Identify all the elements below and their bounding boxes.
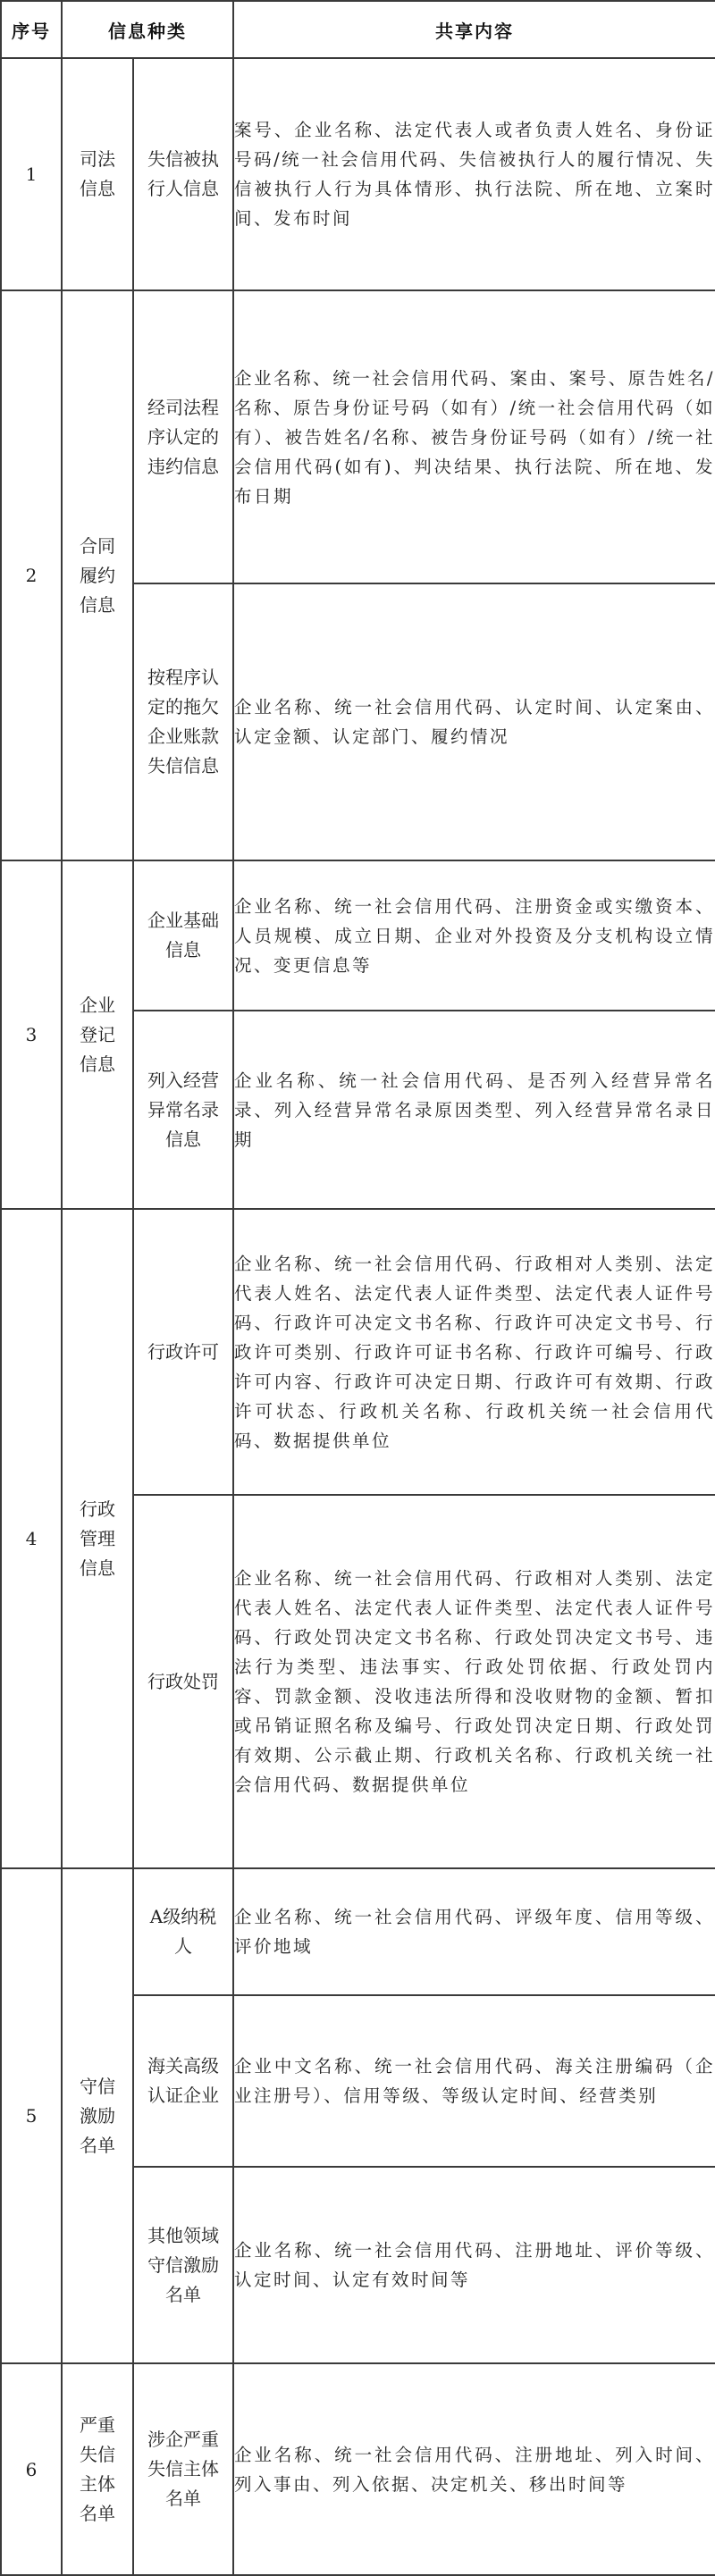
header-seq: 序号 [1, 1, 62, 58]
row-subcategory: 海关高级认证企业 [133, 1995, 233, 2167]
row-content: 企业名称、统一社会信用代码、案由、案号、原告姓名/名称、原告身份证号码（如有）/统一社会信用代码（如有）、被告姓名/名称、被告身份证号码（如有）/统一社会信用代码(如有)、判决结果、执行法院、所在地、发布日期 [233, 290, 715, 583]
row-subcategory: 其他领域守信激励名单 [133, 2167, 233, 2363]
row-subcategory: 涉企严重失信主体名单 [133, 2363, 233, 2575]
row-seq: 2 [1, 290, 62, 860]
row-content: 企业名称、统一社会信用代码、认定时间、认定案由、认定金额、认定部门、履约情况 [233, 583, 715, 860]
row-subcategory: 经司法程序认定的违约信息 [133, 290, 233, 583]
row-content: 企业名称、统一社会信用代码、注册地址、列入时间、列入事由、列入依据、决定机关、移出时间等 [233, 2363, 715, 2575]
row-seq: 1 [1, 58, 62, 290]
header-category: 信息种类 [62, 1, 233, 58]
row-subcategory: 失信被执行人信息 [133, 58, 233, 290]
row-category: 严重失信主体名单 [62, 2363, 133, 2575]
row-subcategory: 按程序认定的拖欠企业账款失信信息 [133, 583, 233, 860]
table-row [1, 1868, 715, 1995]
row-category: 行政管理信息 [62, 1209, 133, 1868]
row-subcategory: 企业基础信息 [133, 860, 233, 1011]
table-row [1, 2363, 715, 2575]
row-subcategory: A级纳税人 [133, 1868, 233, 1995]
table-header-row [1, 1, 715, 58]
table-row [1, 290, 715, 583]
row-content: 案号、企业名称、法定代表人或者负责人姓名、身份证号码/统一社会信用代码、失信被执行人的履行情况、失信被执行人行为具体情形、执行法院、所在地、立案时间、发布时间 [233, 58, 715, 290]
header-content: 共享内容 [233, 1, 715, 58]
row-subcategory: 列入经营异常名录信息 [133, 1011, 233, 1209]
row-subcategory: 行政许可 [133, 1209, 233, 1495]
table-row [1, 58, 715, 290]
row-content: 企业名称、统一社会信用代码、行政相对人类别、法定代表人姓名、法定代表人证件类型、法定代表人证件号码、行政处罚决定文书名称、行政处罚决定文书号、违法行为类型、违法事实、行政处罚依据、行政处罚内容、罚款金额、没收违法所得和没收财物的金额、暂扣或吊销证照名称及编号、行政处罚决定日期、行政处罚有效期、公示截止期、行政机关名称、行政机关统一社会信用代码、数据提供单位 [233, 1495, 715, 1868]
row-category: 守信激励名单 [62, 1868, 133, 2363]
row-content: 企业名称、统一社会信用代码、注册地址、评价等级、认定时间、认定有效时间等 [233, 2167, 715, 2363]
row-content: 企业中文名称、统一社会信用代码、海关注册编码（企业注册号）、信用等级、等级认定时间、经营类别 [233, 1995, 715, 2167]
table-row [1, 1209, 715, 1495]
row-content: 企业名称、统一社会信用代码、行政相对人类别、法定代表人姓名、法定代表人证件类型、法定代表人证件号码、行政许可决定文书名称、行政许可决定文书号、行政许可类别、行政许可证书名称、行政许可编号、行政许可内容、行政许可决定日期、行政许可有效期、行政许可状态、行政机关名称、行政机关统一社会信用代码、数据提供单位 [233, 1209, 715, 1495]
row-category: 合同履约信息 [62, 290, 133, 860]
row-category: 企业登记信息 [62, 860, 133, 1209]
row-seq: 3 [1, 860, 62, 1209]
table-row [1, 860, 715, 1011]
row-category: 司法信息 [62, 58, 133, 290]
row-content: 企业名称、统一社会信用代码、注册资金或实缴资本、人员规模、成立日期、企业对外投资及分支机构设立情况、变更信息等 [233, 860, 715, 1011]
row-subcategory: 行政处罚 [133, 1495, 233, 1868]
row-content: 企业名称、统一社会信用代码、是否列入经营异常名录、列入经营异常名录原因类型、列入经营异常名录日期 [233, 1011, 715, 1209]
row-seq: 4 [1, 1209, 62, 1868]
row-content: 企业名称、统一社会信用代码、评级年度、信用等级、评价地域 [233, 1868, 715, 1995]
row-seq: 6 [1, 2363, 62, 2575]
row-seq: 5 [1, 1868, 62, 2363]
